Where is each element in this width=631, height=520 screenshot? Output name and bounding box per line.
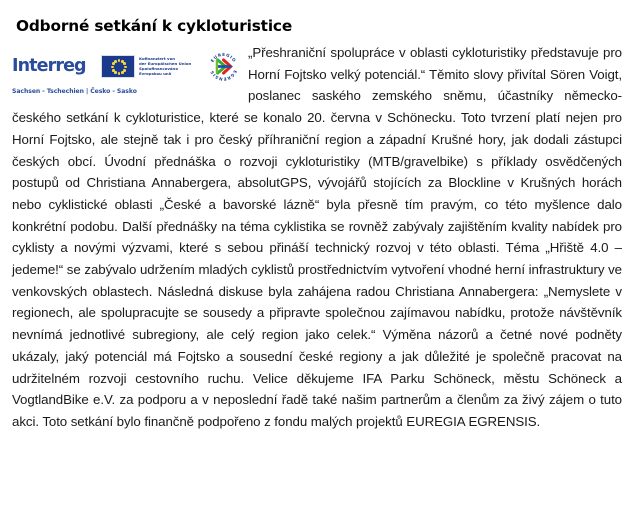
article-body-wrapper xyxy=(12,42,622,433)
eu-star xyxy=(123,69,126,72)
eu-funding-line-3: Spolufinancováno xyxy=(139,66,178,71)
interreg-programme-subtitle: Sachsen - Tschechien | Česko - Sasko xyxy=(12,88,137,95)
logo-row xyxy=(12,51,248,81)
eu-star xyxy=(111,66,114,69)
euregio-egrensis-logo xyxy=(207,50,240,83)
eu-star xyxy=(118,59,121,62)
eu-star xyxy=(112,69,115,72)
eu-star xyxy=(123,62,126,65)
eu-funding-text xyxy=(139,56,191,76)
eu-emblem xyxy=(101,55,191,78)
interreg-wordmark: Interreg xyxy=(12,55,86,76)
eu-star xyxy=(112,62,115,65)
logo-block xyxy=(12,51,248,103)
eu-star xyxy=(114,60,117,63)
euregio-egrensis-icon xyxy=(207,50,240,83)
article-paragraph: „Přeshraniční spolupráce v oblasti cykloturistiky představuje pro Horní Fojtsko velký potenciál.“ Těmito slovy přivítal Sören Voigt, poslanec saského zemského sněmu, účastníky německo-českého setkání k cykloturistice, které se konalo 20. června v Schönecku. Toto tvrzení platí nejen pro Horní Fojtsko, ale stejně tak i pro český příhraniční region a západní Krušné hory, jak dodali zástupci českých obcí. Úvodní přednáška o rozvoji cykloturistiky (MTB/gravelbike) s příklady osvědčených postupů od Christiana Annabergera, absolutGPS, vývojářů stojících za Blockline v Krušných horách nebo cyklistické oblasti „České a bavorské lázně“ byla přesně tím pravým, co této myšlence dalo konkrétní podobu. Další přednášky na téma cyklistika se rovněž zabývaly zajištěním kvality nabídek pro cyklisty a novými výzvami, které s sebou přináší technický rozvoj v této oblasti. Téma „Hřiště 4.0 – jedeme!“ se zabývalo udržením mladých cyklistů prostřednictvím vytvoření vhodné herní infrastruktury ve venkovských oblastech. Následná diskuse byla zahájena radou Christiana Annabergera: „Nemyslete v regionech, ale spolupracujte se sousedy a připravte společnou zajímavou nabídku, protože návštěvník nevnímá jednotlivé subregiony, ale celý region jako celek.“ Výměna názorů a četné nové podněty ukázaly, jaký potenciál má Fojtsko a sousední české regiony a jak důležité je společně pracovat na udržitelném rozvoji cestovního ruchu. Velice děkujeme IFA Parku Schöneck, městu Schöneck a VogtlandBike e.V. za podporu a v neposlední řadě také našim partnerům a členům za živý zájem o tuto akci. Toto setkání bylo finančně podpořeno z fondu malých projektů EUREGIA EGRENSIS. xyxy=(12,45,622,429)
svg-text:EUREGIO: EUREGIO xyxy=(210,51,238,63)
eu-funding-line-1: Kofinanziert von xyxy=(139,55,176,61)
eu-star xyxy=(121,71,124,74)
svg-text:EGRENSIS: EGRENSIS xyxy=(209,68,239,82)
page-title: Odborné setkání k cykloturistice xyxy=(16,17,293,35)
eu-funding-line-2: der Europäischen Union xyxy=(139,60,192,66)
eu-funding-line-4: Evropskou unií xyxy=(139,71,172,77)
eu-star xyxy=(118,72,121,75)
eu-star xyxy=(124,66,127,69)
eu-flag-icon xyxy=(101,55,135,78)
eu-star xyxy=(114,71,117,74)
interreg-logo xyxy=(12,57,92,76)
